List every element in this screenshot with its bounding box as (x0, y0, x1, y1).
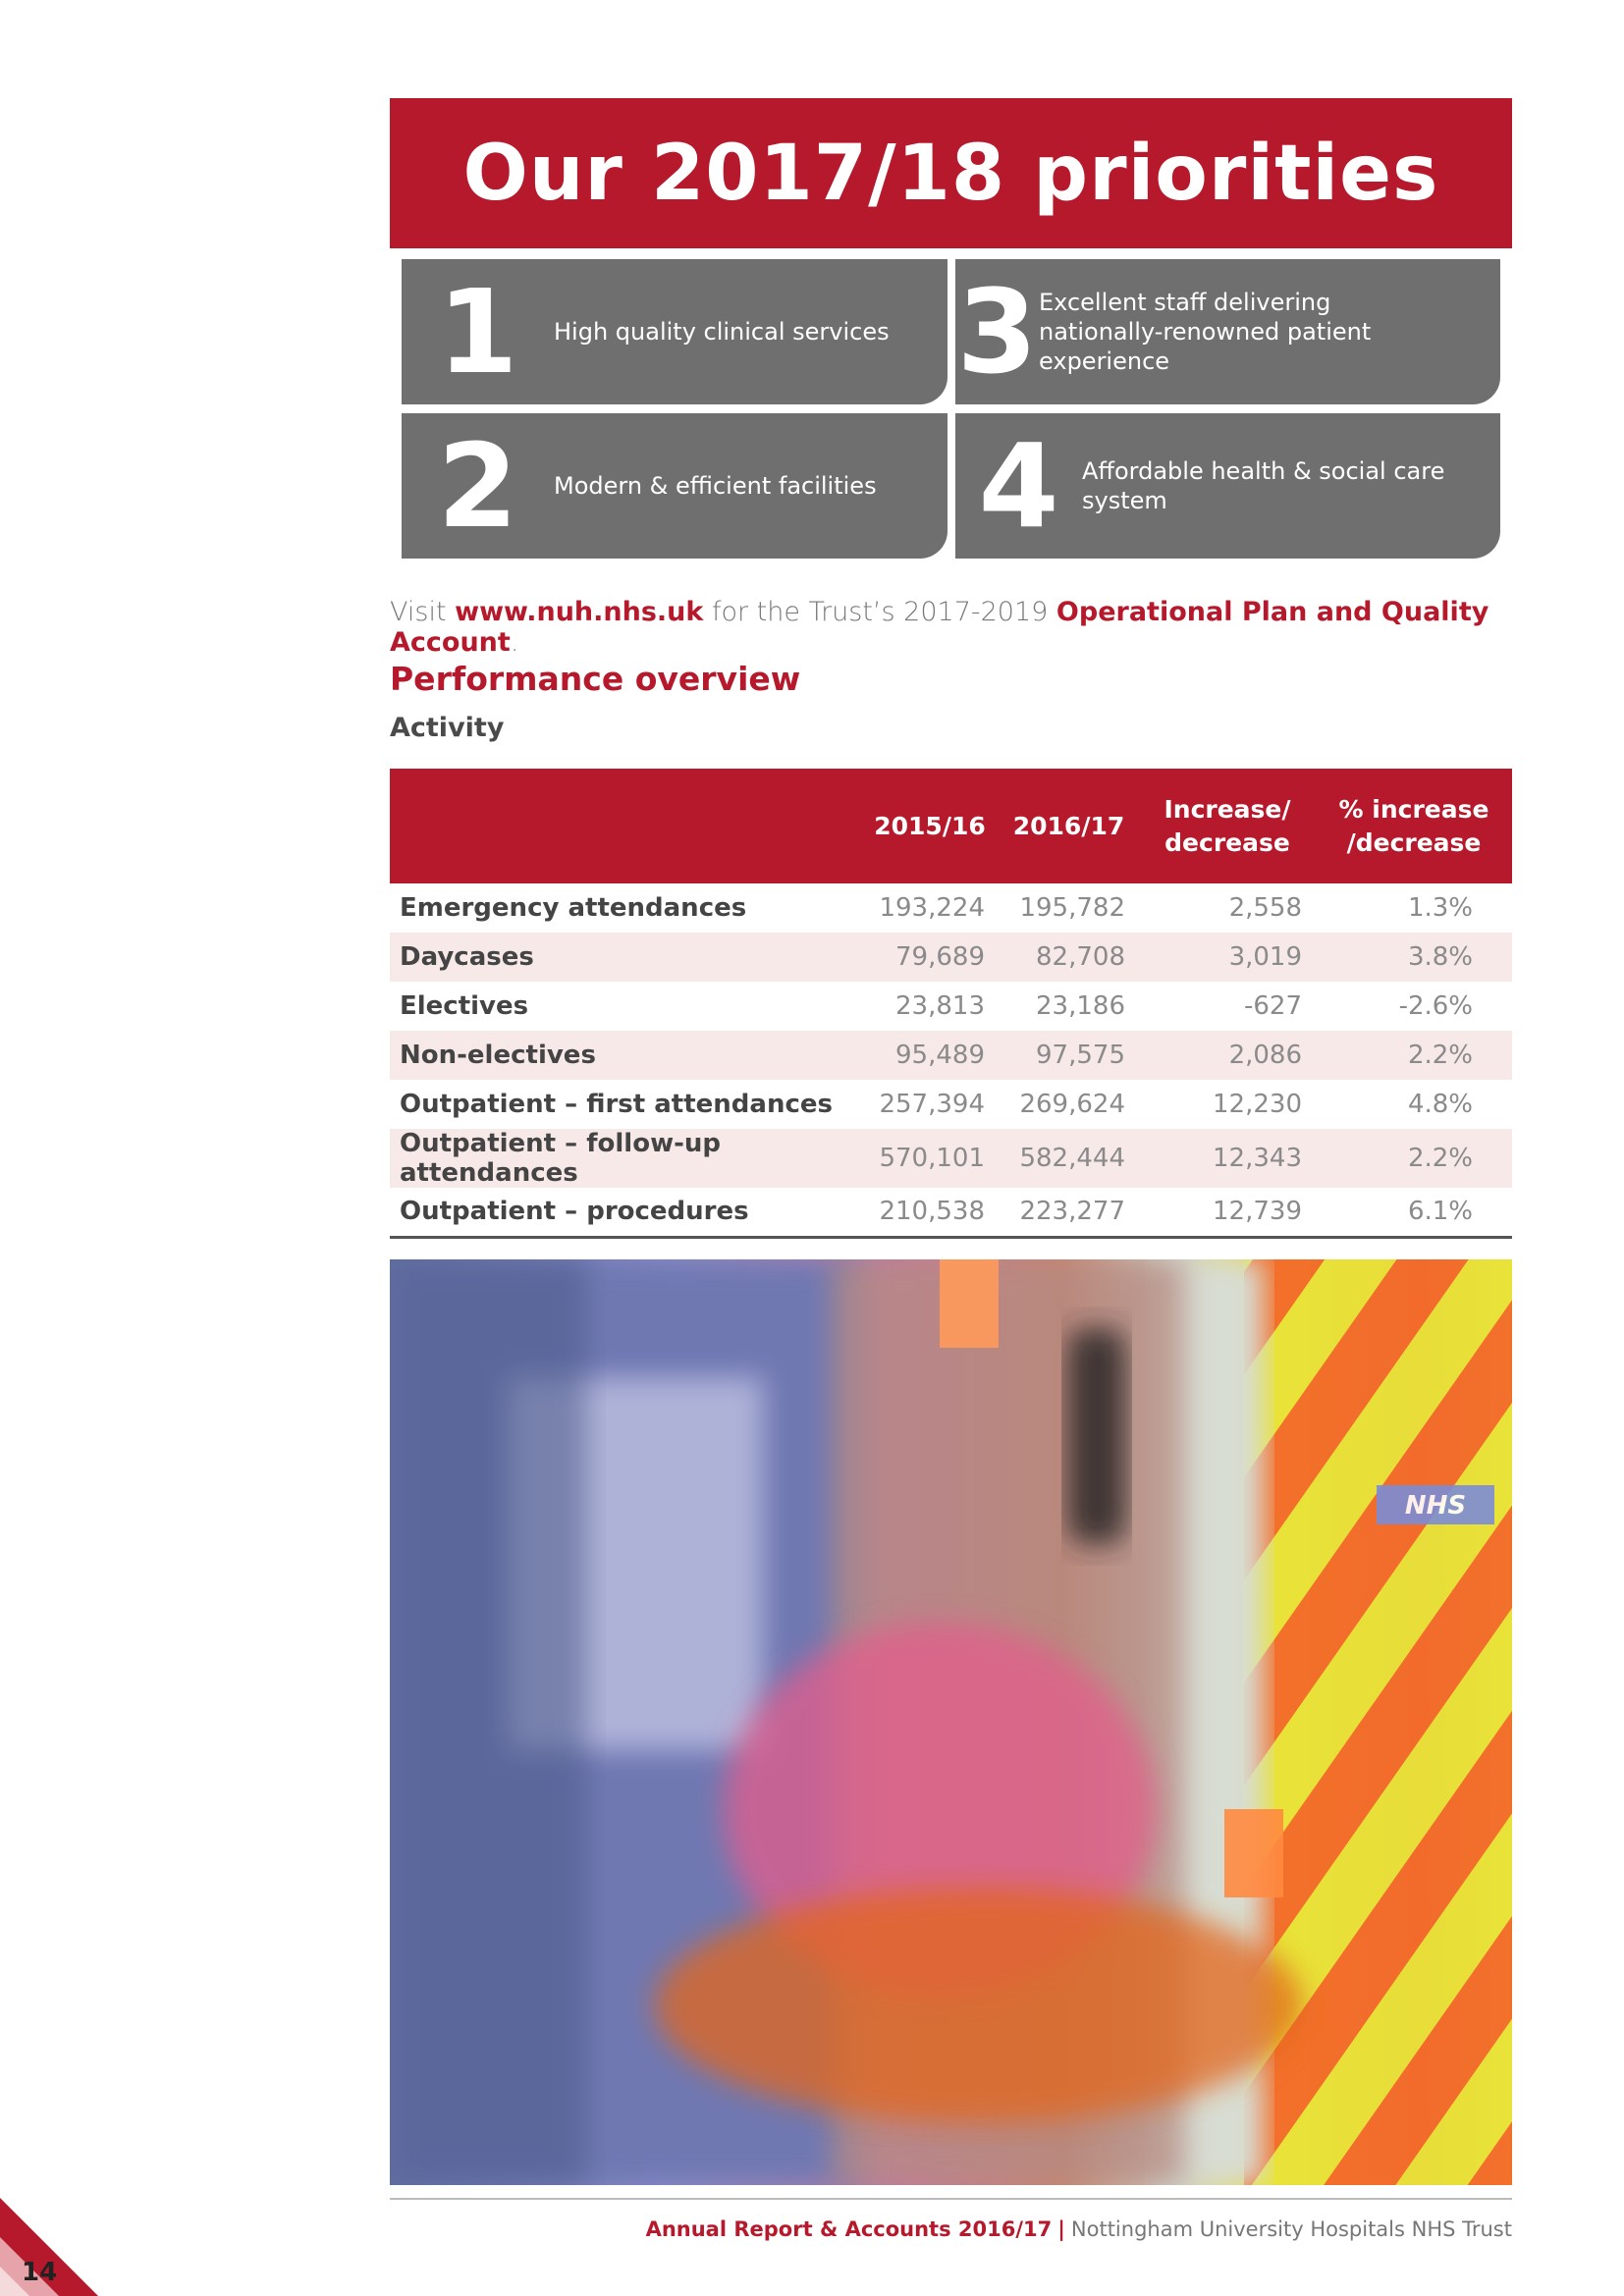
row-label: Outpatient – first attendances (400, 1090, 833, 1119)
activity-subheading: Activity (390, 713, 505, 743)
footer-separator: | (1057, 2217, 1065, 2241)
row-label: Non-electives (400, 1041, 596, 1070)
table-row (390, 933, 1512, 982)
priority-text: Affordable health & social care system (1082, 457, 1445, 514)
footer-organisation: Nottingham University Hospitals NHS Trust (1070, 2217, 1512, 2241)
table-header-row (390, 769, 1512, 883)
value-percent: 2.2% (1407, 1144, 1473, 1173)
table-row (390, 1031, 1512, 1080)
value-2015-16: 210,538 (861, 1188, 999, 1237)
table-row (390, 883, 1512, 933)
motion-blur-illustration (390, 1259, 1512, 2185)
visit-prefix: Visit (390, 597, 456, 627)
operational-plan-link[interactable]: Operational Plan and Quality Account (390, 597, 1489, 658)
website-link[interactable]: www.nuh.nhs.uk (455, 597, 704, 627)
header-2015-16: 2015/16 (874, 811, 986, 840)
value-2015-16: 23,813 (895, 991, 985, 1021)
priorities-banner (390, 98, 1512, 248)
table-row (390, 1129, 1512, 1188)
priority-number: 3 (956, 264, 1038, 400)
priority-number: 4 (978, 418, 1059, 554)
value-2015-16: 570,101 (879, 1144, 985, 1173)
value-2016-17: 582,444 (1019, 1144, 1125, 1173)
value-change: 12,230 (1213, 1090, 1302, 1119)
value-change: 12,739 (1139, 1188, 1316, 1237)
footer-report-title: Annual Report & Accounts 2016/17 (645, 2217, 1053, 2241)
priority-tile-4 (955, 413, 1500, 559)
priority-tile-1 (402, 259, 947, 404)
value-percent: 4.8% (1407, 1090, 1473, 1119)
value-percent: 6.1% (1316, 1188, 1512, 1237)
header-increase-decrease: Increase/ decrease (1164, 794, 1291, 857)
value-percent: 2.2% (1407, 1041, 1473, 1070)
value-change: 2,558 (1228, 893, 1302, 923)
ambulance-nhs-label: NHS (1404, 1491, 1467, 1521)
priority-tile-3 (955, 259, 1500, 404)
value-percent: 1.3% (1407, 893, 1473, 923)
activity-table (390, 769, 1512, 1239)
value-2016-17: 82,708 (1036, 942, 1125, 972)
performance-overview-heading: Performance overview (390, 660, 801, 698)
value-change: 2,086 (1228, 1041, 1302, 1070)
page-number: 14 (22, 2258, 58, 2287)
value-change: 12,343 (1213, 1144, 1302, 1173)
ambulance-photo (390, 1259, 1512, 2185)
value-percent: 3.8% (1407, 942, 1473, 972)
priority-number: 1 (437, 264, 518, 400)
value-2015-16: 79,689 (895, 942, 985, 972)
footer (646, 2217, 1512, 2241)
table-row (390, 1188, 1512, 1237)
row-label: Outpatient – follow-up attendances (400, 1129, 722, 1188)
row-label: Electives (400, 991, 529, 1021)
visit-middle: for the Trust’s 2017-2019 (703, 597, 1056, 627)
footer-divider (390, 2198, 1512, 2200)
table-row (390, 982, 1512, 1031)
row-label: Outpatient – procedures (390, 1188, 861, 1237)
priority-tile-2 (402, 413, 947, 559)
value-2016-17: 269,624 (1019, 1090, 1125, 1119)
priority-text: High quality clinical services (554, 318, 890, 346)
value-2016-17: 223,277 (999, 1188, 1139, 1237)
header-2016-17: 2016/17 (1012, 811, 1125, 840)
row-label: Emergency attendances (400, 893, 747, 923)
value-2015-16: 257,394 (879, 1090, 985, 1119)
value-2016-17: 97,575 (1036, 1041, 1125, 1070)
value-2016-17: 23,186 (1036, 991, 1125, 1021)
row-label: Daycases (400, 942, 534, 972)
priority-text: Modern & efficient facilities (554, 472, 877, 500)
value-2015-16: 95,489 (895, 1041, 985, 1070)
value-change: -627 (1243, 991, 1302, 1021)
visit-line (390, 597, 1512, 658)
value-change: 3,019 (1228, 942, 1302, 972)
visit-suffix: . (510, 627, 519, 658)
banner-title: Our 2017/18 priorities (462, 129, 1439, 218)
priority-number: 2 (437, 418, 518, 554)
header-percent-change: % increase /decrease (1338, 794, 1489, 857)
priority-text: Excellent staff delivering nationally-renowned patient experience (1039, 289, 1372, 375)
value-2015-16: 193,224 (879, 893, 985, 923)
value-2016-17: 195,782 (1019, 893, 1125, 923)
header-label (390, 769, 861, 883)
table-row (390, 1080, 1512, 1129)
value-percent: -2.6% (1398, 991, 1473, 1021)
